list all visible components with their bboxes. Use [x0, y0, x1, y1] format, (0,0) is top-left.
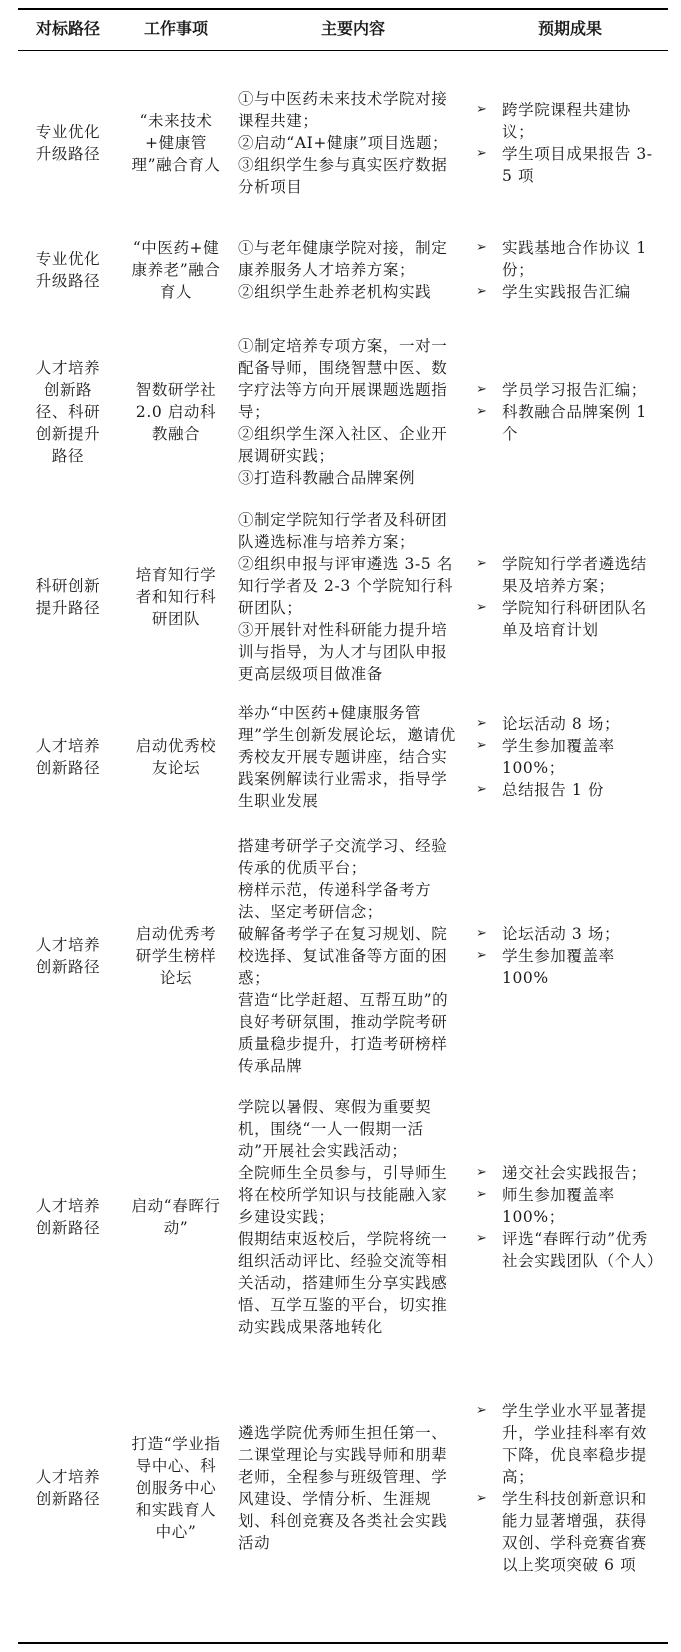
cell-outcomes	[472, 826, 668, 1085]
table-row	[18, 506, 668, 688]
cell-outcomes	[472, 220, 668, 320]
table-row	[18, 1093, 668, 1340]
cell-item	[118, 696, 234, 818]
outcome-text: 师生参加覆盖率 100%；	[502, 1185, 615, 1226]
cell-item-text: “未来技术+健康管理”融合育人	[131, 112, 221, 174]
cell-path	[18, 506, 118, 688]
cell-path-text: 人才培养创新路径	[35, 935, 101, 976]
outcome-item	[472, 237, 662, 281]
arrow-bullet-icon: ➢	[476, 600, 488, 615]
cell-content	[234, 326, 472, 498]
cell-item-text: 智数研学社 2.0 启动科教融合	[135, 381, 217, 443]
cell-path	[18, 1348, 118, 1628]
outcome-item	[472, 553, 662, 597]
cell-path	[18, 696, 118, 818]
outcome-list	[472, 1400, 662, 1576]
outcome-text: 学生科技创新意识和能力显著增强，获得双创、学科竞赛省赛以上奖项突破 6 项	[502, 1490, 647, 1574]
outcome-item	[472, 1162, 662, 1184]
cell-item	[118, 326, 234, 498]
outcome-text: 实践基地合作协议 1 份；	[502, 239, 647, 279]
outcome-item	[472, 99, 662, 143]
arrow-bullet-icon: ➢	[476, 782, 488, 797]
cell-content	[234, 826, 472, 1085]
cell-content-text: ①与老年健康学院对接，制定康养服务人才培养方案； ②组织学生赴养老机构实践	[238, 239, 448, 301]
cell-item-text: 打造“学业指导中心、科创服务中心和实践育人中心”	[131, 1435, 221, 1541]
cell-path-text: 专业优化升级路径	[35, 250, 101, 290]
outcome-item	[472, 143, 662, 187]
outcome-item	[472, 923, 662, 945]
cell-content-text: 搭建考研学子交流学习、经验传承的优质平台； 榜样示范，传递科学备考方法、坚定考研信念； 破解备考学子在复习规划、院校选择、复试准备等方面的困惑； 营造“比学赶超、互帮互助”的良好考研氛围，推动学院考研质量稳步提升，打造考研榜样传承品牌	[238, 836, 449, 1075]
outcome-text: 学生参加覆盖率 100%；	[502, 737, 615, 777]
outcome-item	[472, 779, 662, 801]
arrow-bullet-icon: ➢	[476, 404, 488, 419]
cell-outcomes	[472, 696, 668, 818]
cell-content-text: ①与中医药未来技术学院对接课程共建； ②启动“AI+健康”项目选题； ③组织学生参与真实医疗数据分析项目	[238, 90, 449, 196]
table-top-rule	[18, 8, 668, 10]
cell-outcomes	[472, 1348, 668, 1628]
cell-item	[118, 73, 234, 213]
arrow-bullet-icon: ➢	[476, 1230, 488, 1246]
cell-outcomes	[472, 73, 668, 213]
table-row	[18, 696, 668, 818]
table-bottom-rule	[18, 1642, 668, 1644]
outcome-text: 学院知行学者遴选结果及培养方案；	[502, 555, 647, 595]
outcome-item	[472, 945, 662, 989]
cell-item-text: 启动优秀考研学生榜样论坛	[135, 924, 217, 987]
cell-path	[18, 73, 118, 213]
cell-content-text: 学院以暑假、寒假为重要契机，围绕“一人一假期一活动”开展社会实践活动； 全院师生全员参与，引导师生将在校所学知识与技能融入家乡建设实践； 假期结束返校后，学院将统一组织活动评比、经验交流等相关活动，搭建师生分享实践感悟、互学互鉴的平台，切实推动实践成果落地转化	[238, 1097, 448, 1336]
cell-item-text: “中医药+健康养老”融合育人	[131, 239, 221, 301]
cell-path-text: 人才培养创新路径	[35, 1468, 101, 1508]
cell-path-text: 人才培养创新路径	[35, 737, 101, 777]
outcome-list	[472, 713, 662, 801]
outcome-item	[472, 1228, 662, 1272]
cell-outcomes	[472, 1093, 668, 1340]
header-rule	[18, 50, 668, 51]
outcome-item	[472, 379, 662, 401]
arrow-bullet-icon: ➢	[476, 382, 488, 397]
cell-path	[18, 1093, 118, 1340]
outcome-text: 评选“春晖行动”优秀社会实践团队（个人）	[502, 1229, 664, 1270]
arrow-bullet-icon: ➢	[476, 1164, 488, 1180]
outcome-list	[472, 237, 662, 303]
outcome-text: 学生实践报告汇编	[502, 283, 631, 301]
outcome-text: 学员学习报告汇编；	[502, 381, 647, 399]
cell-content	[234, 1093, 472, 1340]
cell-item	[118, 826, 234, 1085]
outcome-list	[472, 553, 662, 641]
cell-item-text: 培育知行学者和知行科研团队	[135, 566, 217, 628]
cell-item-text: 启动“春晖行动”	[131, 1196, 221, 1237]
cell-content	[234, 1348, 472, 1628]
cell-path	[18, 326, 118, 498]
arrow-bullet-icon: ➢	[476, 556, 488, 571]
cell-outcomes	[472, 506, 668, 688]
header-item: 工作事项	[143, 19, 208, 38]
arrow-bullet-icon: ➢	[476, 1186, 488, 1202]
cell-path-text: 人才培养创新路径	[35, 1196, 101, 1237]
cell-item-text: 启动优秀校友论坛	[135, 737, 217, 777]
cell-item	[118, 506, 234, 688]
cell-item	[118, 1093, 234, 1340]
outcome-list	[472, 99, 662, 187]
cell-path-text: 科研创新提升路径	[35, 577, 101, 617]
outcome-text: 总结报告 1 份	[502, 781, 605, 799]
outcome-item	[472, 1400, 662, 1488]
arrow-bullet-icon: ➢	[476, 146, 488, 161]
outcome-item	[472, 281, 662, 303]
table-row	[18, 220, 668, 320]
arrow-bullet-icon: ➢	[476, 716, 488, 731]
cell-content	[234, 506, 472, 688]
table-row	[18, 826, 668, 1085]
cell-path-text: 专业优化升级路径	[35, 123, 101, 163]
header-outcomes: 预期成果	[537, 19, 602, 38]
cell-content	[234, 696, 472, 818]
header-content: 主要内容	[320, 19, 385, 38]
outcome-text: 学生参加覆盖率 100%	[502, 946, 615, 987]
outcome-text: 跨学院课程共建协议；	[502, 101, 631, 141]
cell-content	[234, 220, 472, 320]
outcome-list	[472, 379, 662, 445]
outcome-text: 学生项目成果报告 3-5 项	[502, 145, 653, 185]
arrow-bullet-icon: ➢	[476, 1403, 488, 1418]
cell-outcomes	[472, 326, 668, 498]
outcome-text: 论坛活动 8 场；	[502, 715, 621, 733]
cell-content-text: 举办“中医药+健康服务管理”学生创新发展论坛，邀请优秀校友开展专题讲座，结合实践案例解读行业需求，指导学生职业发展	[238, 704, 456, 810]
outcome-item	[472, 713, 662, 735]
arrow-bullet-icon: ➢	[476, 738, 488, 753]
outcome-text: 学生学业水平显著提升，学业挂科率有效下降，优良率稳步提高；	[502, 1402, 647, 1486]
arrow-bullet-icon: ➢	[476, 947, 488, 963]
cell-path-text: 人才培养创新路径、科研创新提升路径	[35, 359, 101, 465]
cell-content-text: ①制定学院知行学者及科研团队遴选标准与培养方案； ②组织申报与评审遴选 3-5 名知行学者及 2-3 个学院知行科研团队； ③开展针对性科研能力提升培训与指导，为人才与团队申报更高层级项目做准备	[238, 511, 453, 683]
arrow-bullet-icon: ➢	[476, 1491, 488, 1506]
outcome-item	[472, 1488, 662, 1576]
table-row	[18, 326, 668, 498]
table-row	[18, 73, 668, 213]
header-path: 对标路径	[35, 19, 100, 38]
outcome-text: 科教融合品牌案例 1 个	[502, 403, 647, 443]
arrow-bullet-icon: ➢	[476, 102, 488, 117]
cell-path	[18, 220, 118, 320]
outcome-list	[472, 923, 662, 989]
cell-item	[118, 220, 234, 320]
outcome-item	[472, 1184, 662, 1228]
outcome-text: 学院知行科研团队名单及培育计划	[502, 599, 647, 639]
table-row	[18, 1348, 668, 1628]
outcome-item	[472, 735, 662, 779]
cell-content-text: ①制定培养专项方案，一对一配备导师，围绕智慧中医、数字疗法等方向开展课题选题指导； ②组织学生深入社区、企业开展调研实践； ③打造科教融合品牌案例	[238, 337, 448, 487]
outcome-text: 递交社会实践报告；	[502, 1163, 647, 1182]
cell-item	[118, 1348, 234, 1628]
cell-content	[234, 73, 472, 213]
cell-content-text: 遴选学院优秀师生担任第一、二课堂理论与实践导师和朋辈老师，全程参与班级管理、学风建设、学情分析、生涯规划、科创竞赛及各类社会实践活动	[238, 1424, 448, 1552]
outcome-item	[472, 401, 662, 445]
arrow-bullet-icon: ➢	[476, 925, 488, 941]
cell-path	[18, 826, 118, 1085]
outcome-item	[472, 597, 662, 641]
outcome-list	[472, 1162, 662, 1272]
arrow-bullet-icon: ➢	[476, 240, 488, 255]
outcome-text: 论坛活动 3 场；	[502, 924, 621, 943]
arrow-bullet-icon: ➢	[476, 284, 488, 299]
